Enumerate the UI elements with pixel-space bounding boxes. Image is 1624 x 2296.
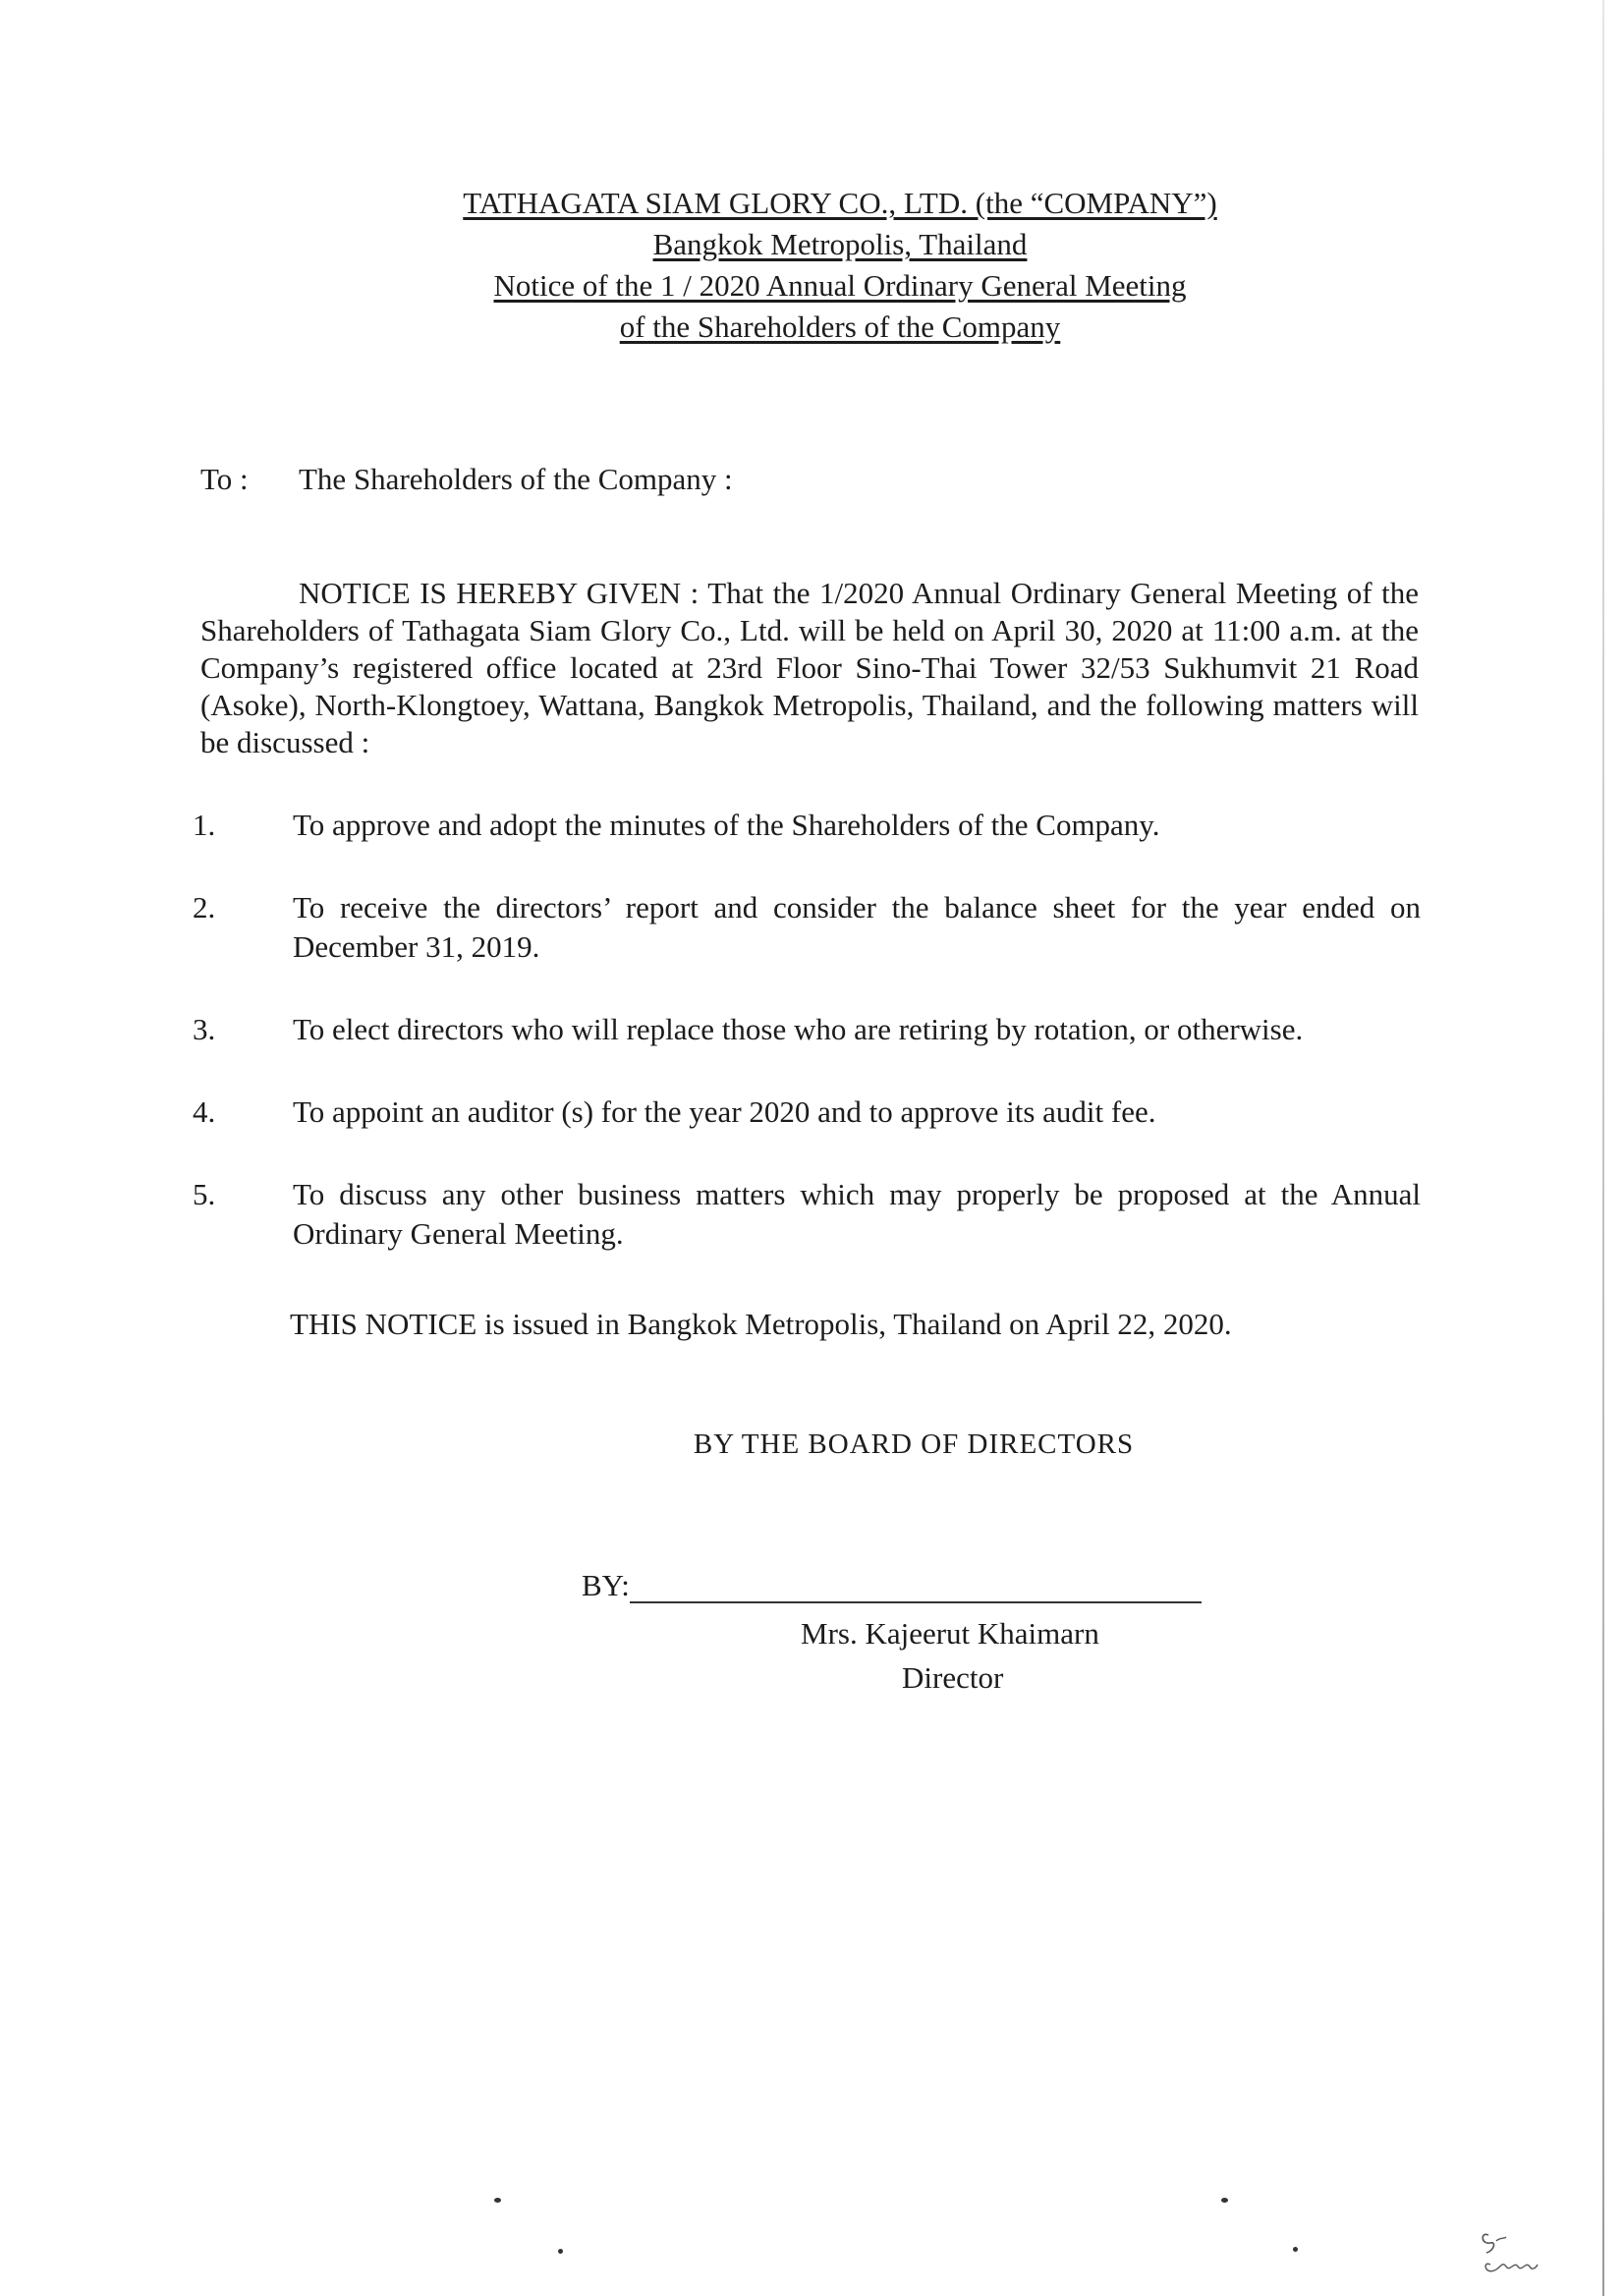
- signatory-title: Director: [902, 1660, 1004, 1695]
- agenda-item-text: To appoint an auditor (s) for the year 2020 and to approve its audit fee.: [293, 1094, 1156, 1129]
- scan-speck: [1293, 2247, 1298, 2252]
- signature-block: [582, 1568, 1202, 1603]
- scan-speck: [1221, 2198, 1228, 2203]
- agenda-item-number: 1.: [193, 808, 216, 842]
- agenda-item-number: 2.: [193, 890, 216, 924]
- handwritten-initials-icon: [1477, 2217, 1555, 2276]
- meeting-notice-subtitle: of the Shareholders of the Company: [619, 309, 1061, 344]
- company-name-line: TATHAGATA SIAM GLORY CO., LTD. (the “COMPANY”): [463, 186, 1217, 220]
- agenda-item-text: To elect directors who will replace those who are retiring by rotation, or otherwise.: [293, 1012, 1304, 1046]
- signature-line: [630, 1568, 1202, 1603]
- agenda-item: [193, 888, 1421, 967]
- agenda-list: [193, 806, 1421, 1297]
- agenda-item-text: To discuss any other business matters which may properly be proposed at the Annual Ordinary General Meeting.: [293, 1177, 1421, 1251]
- board-of-directors-line: BY THE BOARD OF DIRECTORS: [693, 1428, 1135, 1460]
- salutation-text: The Shareholders of the Company :: [299, 462, 733, 496]
- agenda-item: [193, 1010, 1421, 1049]
- scan-speck: [494, 2198, 501, 2203]
- salutation: [200, 462, 733, 497]
- issued-statement: THIS NOTICE is issued in Bangkok Metropolis, Thailand on April 22, 2020.: [290, 1307, 1232, 1341]
- salutation-label: To :: [200, 462, 249, 496]
- notice-paragraph: NOTICE IS HEREBY GIVEN : That the 1/2020 Annual Ordinary General Meeting of the Shareholders of Tathagata Siam Glory Co., Ltd. will be held on April 30, 2020 at 11:00 a.m. at the Company’s registered office located at 23rd Floor Sino-Thai Tower 32/53 Sukhumvit 21 Road (Asoke), North-Klongtoey, Wattana, Bangkok Metropolis, Thailand, and the following matters will be discussed :: [200, 576, 1419, 759]
- agenda-item-text: To receive the directors’ report and consider the balance sheet for the year ended on December 31, 2019.: [293, 890, 1421, 964]
- company-location-line: Bangkok Metropolis, Thailand: [652, 227, 1028, 261]
- signature-by-label: BY:: [582, 1568, 630, 1602]
- signatory-name: Mrs. Kajeerut Khaimarn: [801, 1616, 1099, 1651]
- agenda-item: [193, 806, 1421, 845]
- meeting-notice-title: Notice of the 1 / 2020 Annual Ordinary General Meeting: [493, 268, 1187, 303]
- agenda-item-number: 3.: [193, 1012, 216, 1046]
- agenda-item-number: 4.: [193, 1094, 216, 1129]
- scan-speck: [558, 2249, 563, 2254]
- agenda-item-number: 5.: [193, 1177, 216, 1211]
- agenda-item: [193, 1175, 1421, 1254]
- agenda-item: [193, 1092, 1421, 1132]
- document-header: [0, 183, 1624, 348]
- agenda-item-text: To approve and adopt the minutes of the Shareholders of the Company.: [293, 808, 1160, 842]
